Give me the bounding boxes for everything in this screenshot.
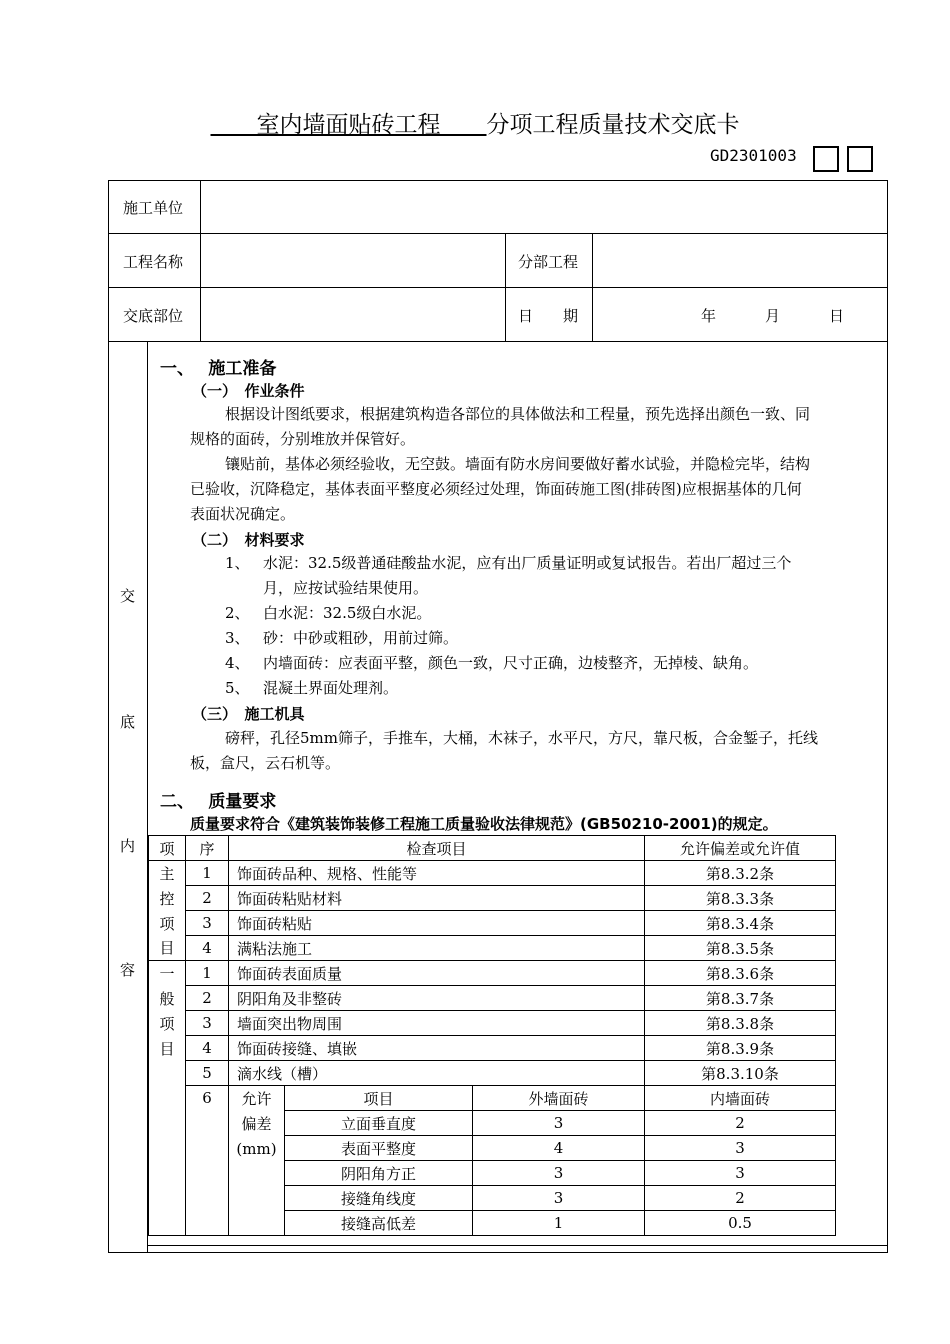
date-year: 年 bbox=[701, 307, 717, 325]
group-cell-empty bbox=[149, 1086, 186, 1236]
side-label-char: 容 bbox=[120, 961, 136, 979]
group-char: 般 bbox=[149, 986, 186, 1011]
quality-intro: 质量要求符合《建筑装饰装修工程施工质量验收法律规范》(GB50210-2001)的规定。 bbox=[190, 815, 778, 833]
table-row bbox=[149, 1061, 836, 1086]
paragraph: 磅秤，孔径5mm筛子，手推车，大桶，木袜子，水平尺，方尺，靠尺板，合金錾子，托线 bbox=[225, 729, 818, 747]
seq-cell: 4 bbox=[186, 936, 229, 961]
group-char: 目 bbox=[149, 1036, 186, 1061]
seq-cell: 6 bbox=[186, 1086, 229, 1236]
deviation-label-line: 允许 bbox=[241, 1090, 272, 1108]
dev-inner: 0.5 bbox=[645, 1211, 836, 1236]
section-heading: 二、 质量要求 bbox=[160, 792, 277, 812]
allow-cell: 第8.3.9条 bbox=[645, 1036, 836, 1061]
checkbox-1[interactable] bbox=[813, 146, 839, 172]
list-item: 白水泥：32.5级白水泥。 bbox=[263, 604, 432, 622]
part-label: 交底部位 bbox=[123, 307, 184, 325]
check-item: 滴水线（槽） bbox=[229, 1061, 645, 1086]
check-item: 饰面砖粘贴材料 bbox=[229, 886, 645, 911]
seq-cell: 5 bbox=[186, 1061, 229, 1086]
table-row bbox=[149, 1086, 836, 1111]
dev-outer: 3 bbox=[473, 1186, 645, 1211]
page-title bbox=[0, 106, 950, 139]
group-char: 目 bbox=[149, 936, 186, 961]
dev-header-cell: 内墙面砖 bbox=[645, 1086, 836, 1111]
list-item: 混凝土界面处理剂。 bbox=[263, 679, 399, 697]
list-item: 水泥：32.5级普通硅酸盐水泥，应有出厂质量证明或复试报告。若出厂超过三个 bbox=[263, 554, 792, 572]
table-row bbox=[149, 861, 836, 886]
side-label-char: 底 bbox=[120, 713, 136, 731]
divider bbox=[505, 233, 506, 341]
check-item: 饰面砖表面质量 bbox=[229, 961, 645, 986]
seq-cell: 1 bbox=[186, 861, 229, 886]
list-number: 5、 bbox=[225, 679, 250, 697]
seq-cell: 3 bbox=[186, 1011, 229, 1036]
allow-cell: 第8.3.6条 bbox=[645, 961, 836, 986]
paragraph: 根据设计图纸要求，根据建筑构造各部位的具体做法和工程量，预先选择出颜色一致、同 bbox=[225, 405, 811, 423]
divider bbox=[200, 180, 201, 341]
table-row bbox=[149, 886, 836, 911]
group-char: 控 bbox=[149, 886, 186, 911]
paragraph: 规格的面砖，分别堆放并保管好。 bbox=[190, 430, 416, 448]
seq-cell: 3 bbox=[186, 911, 229, 936]
paragraph: 镶贴前，基体必须经验收，无空鼓。墙面有防水房间要做好蓄水试验，并隐检完毕，结构 bbox=[225, 455, 811, 473]
deviation-label bbox=[229, 1086, 285, 1236]
list-item: 砂：中砂或粗砂，用前过筛。 bbox=[263, 629, 459, 647]
dev-outer: 3 bbox=[473, 1111, 645, 1136]
check-item: 饰面砖粘贴 bbox=[229, 911, 645, 936]
allow-cell: 第8.3.7条 bbox=[645, 986, 836, 1011]
list-number: 3、 bbox=[225, 629, 250, 647]
allow-cell: 第8.3.4条 bbox=[645, 911, 836, 936]
table-row bbox=[149, 986, 836, 1011]
allow-cell: 第8.3.8条 bbox=[645, 1011, 836, 1036]
allow-cell: 第8.3.2条 bbox=[645, 861, 836, 886]
table-row bbox=[149, 1036, 836, 1061]
list-number: 1、 bbox=[225, 554, 250, 572]
seq-cell: 2 bbox=[186, 886, 229, 911]
title-underlined: 室内墙面贴砖工程 bbox=[256, 112, 441, 138]
divider bbox=[108, 233, 888, 234]
subsection-heading: （三） 施工机具 bbox=[192, 705, 305, 723]
subsection-heading: （二） 材料要求 bbox=[192, 531, 305, 549]
dev-inner: 3 bbox=[645, 1161, 836, 1186]
deviation-label-line: (mm) bbox=[236, 1140, 277, 1158]
date-month: 月 bbox=[765, 307, 781, 325]
check-item: 饰面砖品种、规格、性能等 bbox=[229, 861, 645, 886]
check-item: 阴阳角及非整砖 bbox=[229, 986, 645, 1011]
section-heading: 一、 施工准备 bbox=[160, 359, 277, 379]
dev-inner: 3 bbox=[645, 1136, 836, 1161]
table-row bbox=[149, 961, 836, 986]
dev-header-cell: 外墙面砖 bbox=[473, 1086, 645, 1111]
date-label: 日 期 bbox=[518, 307, 579, 325]
group-char: 项 bbox=[149, 1011, 186, 1036]
dev-item: 接缝高低差 bbox=[285, 1211, 473, 1236]
group-char: 主 bbox=[149, 861, 186, 886]
header-cell: 检查项目 bbox=[229, 836, 645, 861]
dev-item: 阴阳角方正 bbox=[285, 1161, 473, 1186]
header-cell: 序 bbox=[186, 836, 229, 861]
seq-cell: 1 bbox=[186, 961, 229, 986]
divider bbox=[108, 287, 888, 288]
table-row bbox=[149, 936, 836, 961]
dev-outer: 3 bbox=[473, 1161, 645, 1186]
dev-item: 接缝角线度 bbox=[285, 1186, 473, 1211]
seq-cell: 4 bbox=[186, 1036, 229, 1061]
table-row bbox=[149, 911, 836, 936]
header-cell: 项 bbox=[149, 836, 186, 861]
dev-inner: 2 bbox=[645, 1111, 836, 1136]
divider bbox=[108, 341, 888, 342]
paragraph: 已验收，沉降稳定，基体表面平整度必须经过处理，饰面砖施工图(排砖图)应根据基体的几何 bbox=[190, 480, 802, 498]
paragraph: 表面状况确定。 bbox=[190, 505, 296, 523]
divider bbox=[592, 233, 593, 341]
project-label: 工程名称 bbox=[123, 253, 184, 271]
side-label-char: 交 bbox=[120, 587, 136, 605]
check-item: 饰面砖接缝、填嵌 bbox=[229, 1036, 645, 1061]
sub-project-label: 分部工程 bbox=[518, 253, 579, 271]
title-rest: 分项工程质量技术交底卡 bbox=[486, 112, 740, 138]
date-day: 日 bbox=[829, 307, 845, 325]
dev-outer: 1 bbox=[473, 1211, 645, 1236]
dev-inner: 2 bbox=[645, 1186, 836, 1211]
divider bbox=[147, 1245, 888, 1246]
dev-item: 表面平整度 bbox=[285, 1136, 473, 1161]
list-item: 内墙面砖：应表面平整，颜色一致，尺寸正确，边棱整齐，无掉棱、缺角。 bbox=[263, 654, 759, 672]
dev-outer: 4 bbox=[473, 1136, 645, 1161]
table-header-row bbox=[149, 836, 836, 861]
dev-header-cell: 项目 bbox=[285, 1086, 473, 1111]
list-number: 4、 bbox=[225, 654, 250, 672]
subsection-heading: （一） 作业条件 bbox=[192, 382, 305, 400]
dev-item: 立面垂直度 bbox=[285, 1111, 473, 1136]
table-row bbox=[149, 1011, 836, 1036]
seq-cell: 2 bbox=[186, 986, 229, 1011]
deviation-label-line: 偏差 bbox=[241, 1115, 272, 1133]
check-item: 墙面突出物周围 bbox=[229, 1011, 645, 1036]
paragraph: 板，盒尺，云石机等。 bbox=[190, 754, 341, 772]
check-item: 满粘法施工 bbox=[229, 936, 645, 961]
doc-code: GD2301003 bbox=[710, 146, 797, 165]
group-char: 一 bbox=[149, 961, 186, 986]
checkbox-2[interactable] bbox=[847, 146, 873, 172]
unit-label: 施工单位 bbox=[123, 199, 184, 217]
side-label-char: 内 bbox=[120, 837, 136, 855]
quality-table bbox=[148, 835, 836, 1236]
list-number: 2、 bbox=[225, 604, 250, 622]
list-item: 月，应按试验结果使用。 bbox=[263, 579, 429, 597]
allow-cell: 第8.3.10条 bbox=[645, 1061, 836, 1086]
allow-cell: 第8.3.3条 bbox=[645, 886, 836, 911]
header-cell: 允许偏差或允许值 bbox=[645, 836, 836, 861]
group-char: 项 bbox=[149, 911, 186, 936]
allow-cell: 第8.3.5条 bbox=[645, 936, 836, 961]
group-cell-empty bbox=[149, 1061, 186, 1086]
